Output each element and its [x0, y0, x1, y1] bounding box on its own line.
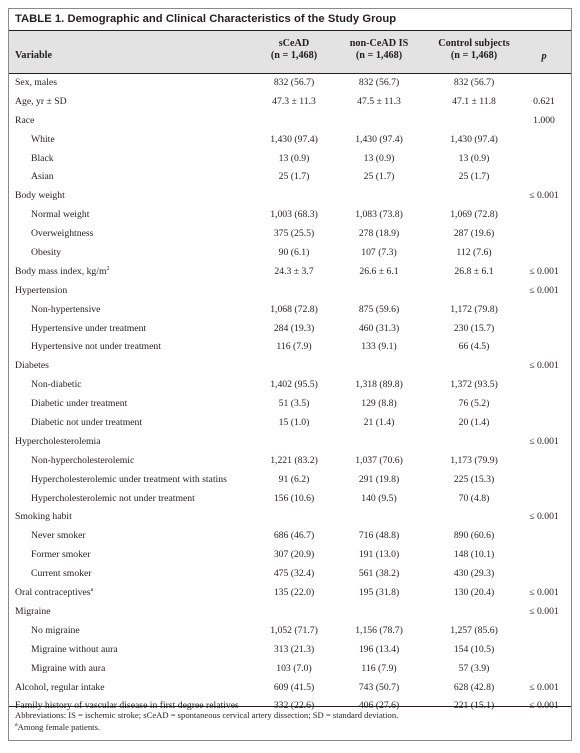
cell-noncead: 196 (13.4) [358, 643, 400, 655]
row-label: Current smoker [31, 568, 92, 580]
cell-control: 1,372 (93.5) [450, 379, 498, 391]
cell-noncead: 1,430 (97.4) [355, 133, 403, 145]
cell-noncead: 716 (48.8) [358, 530, 400, 542]
row-label: Non-hypertensive [31, 303, 101, 315]
cell-p-value: ≤ 0.001 [529, 360, 559, 372]
table-row [9, 263, 571, 282]
cell-p-value: 1.000 [533, 114, 555, 126]
cell-p-value: ≤ 0.001 [529, 700, 559, 712]
table-row [9, 679, 571, 698]
row-label: Non-hypercholesterolemic [31, 454, 135, 466]
table-row [9, 131, 571, 150]
cell-p-value: ≤ 0.001 [529, 605, 559, 617]
cell-p-value: ≤ 0.001 [529, 511, 559, 523]
cell-scead: 1,052 (71.7) [270, 624, 318, 636]
table-row [9, 433, 571, 452]
cell-noncead: 21 (1.4) [363, 417, 395, 429]
cell-control: 25 (1.7) [458, 171, 490, 183]
header-col2-name: non-CeAD IS [349, 38, 409, 49]
cell-noncead: 832 (56.7) [358, 77, 400, 88]
cell-control: 1,172 (79.8) [450, 303, 498, 315]
cell-p-value: ≤ 0.001 [529, 265, 559, 277]
cell-scead: 332 (22.6) [273, 700, 315, 712]
cell-scead: 313 (21.3) [273, 643, 315, 655]
table-frame [8, 8, 572, 741]
cell-scead: 90 (6.1) [278, 247, 310, 259]
table-row [9, 301, 571, 320]
row-label: White [31, 133, 55, 145]
row-label: Overweightness [31, 228, 94, 240]
cell-p-value: ≤ 0.001 [529, 587, 559, 599]
cell-noncead: 460 (31.3) [358, 322, 400, 334]
table-row [9, 93, 571, 112]
cell-scead: 686 (46.7) [273, 530, 315, 542]
cell-control: 890 (60.6) [453, 530, 495, 542]
cell-noncead: 107 (7.3) [361, 247, 397, 259]
cell-noncead: 26.6 ± 6.1 [359, 265, 399, 277]
table-title: TABLE 1. Demographic and Clinical Characteristics of the Study Group [15, 13, 397, 25]
cell-scead: 156 (10.6) [273, 492, 315, 504]
cell-control: 13 (0.9) [458, 152, 490, 164]
row-label: Obesity [31, 247, 62, 259]
table-row [9, 660, 571, 679]
cell-scead: 15 (1.0) [278, 417, 310, 429]
cell-control: 1,257 (85.6) [450, 624, 498, 636]
row-label: Race [15, 114, 35, 126]
header-col2-n: (n = 1,468) [355, 49, 403, 61]
row-label: Hypertensive not under treatment [31, 341, 161, 353]
table-row [9, 320, 571, 339]
cell-p-value: ≤ 0.001 [529, 284, 559, 296]
row-label: Normal weight [31, 209, 90, 221]
cell-p-value: ≤ 0.001 [529, 435, 559, 447]
row-label: Alcohol, regular intake [15, 681, 105, 693]
row-label: Never smoker [31, 530, 86, 542]
cell-p-value: 0.621 [533, 95, 555, 107]
table-row [9, 414, 571, 433]
cell-control: 47.1 ± 11.8 [452, 95, 496, 107]
cell-noncead: 1,037 (70.6) [355, 454, 403, 466]
cell-control: 628 (42.8) [453, 681, 495, 693]
table-row [9, 471, 571, 490]
header-variable: Variable [15, 50, 52, 61]
cell-scead: 47.3 ± 11.3 [272, 95, 316, 107]
cell-control: 26.8 ± 6.1 [454, 265, 494, 277]
row-label: Black [31, 152, 54, 164]
table-row [9, 641, 571, 660]
table-row [9, 490, 571, 509]
table-row [9, 603, 571, 622]
header-p-value: p [541, 51, 547, 62]
row-label: Diabetic not under treatment [31, 417, 143, 429]
cell-scead: 307 (20.9) [273, 549, 315, 561]
row-label: Body mass index, $kg/m^2$ [15, 265, 110, 277]
cell-noncead: 13 (0.9) [363, 152, 395, 164]
cell-noncead: 291 (19.8) [358, 473, 400, 485]
row-label: Hypertensive under treatment [31, 322, 147, 334]
header-col1-n: (n = 1,468) [270, 49, 318, 61]
table-row [9, 225, 571, 244]
footnote-marker: a [15, 722, 18, 729]
table-row [9, 376, 571, 395]
cell-noncead: 133 (9.1) [361, 341, 397, 353]
row-label: Body weight [15, 190, 65, 202]
cell-scead: 1,068 (72.8) [270, 303, 318, 315]
table-row [9, 338, 571, 357]
cell-p-value: ≤ 0.001 [529, 190, 559, 202]
cell-control: 221 (15.1) [453, 700, 495, 712]
table-row [9, 395, 571, 414]
header-col3-name: Control subjects [438, 38, 510, 49]
cell-scead: 103 (7.0) [276, 662, 312, 674]
cell-noncead: 743 (50.7) [358, 681, 400, 693]
cell-scead: 25 (1.7) [278, 171, 310, 183]
table-row [9, 565, 571, 584]
cell-control: 66 (4.5) [458, 341, 490, 353]
cell-scead: 475 (32.4) [273, 568, 315, 580]
row-label: Migraine [15, 605, 51, 617]
row-label: Hypercholesterolemic not under treatment [31, 492, 195, 504]
cell-control: 430 (29.3) [453, 568, 495, 580]
cell-p-value: ≤ 0.001 [529, 681, 559, 693]
cell-noncead: 406 (27.6) [358, 700, 400, 712]
cell-scead: 832 (56.7) [273, 77, 315, 88]
table-row [9, 74, 571, 93]
row-label: No migraine [31, 624, 80, 636]
cell-noncead: 191 (13.0) [358, 549, 400, 561]
table-row [9, 452, 571, 471]
cell-control: 225 (15.3) [453, 473, 495, 485]
table-row [9, 622, 571, 641]
table-row [9, 112, 571, 131]
row-label: Non-diabetic [31, 379, 82, 391]
cell-scead: 91 (6.2) [278, 473, 310, 485]
row-label: Oral contraceptives$^a$ [15, 586, 94, 599]
footer-divider [9, 706, 571, 707]
cell-control: 1,069 (72.8) [450, 209, 498, 221]
cell-noncead: 116 (7.9) [361, 662, 397, 674]
cell-scead: 135 (22.0) [273, 587, 315, 599]
table-row [9, 546, 571, 565]
cell-noncead: 561 (38.2) [358, 568, 400, 580]
table-row [9, 150, 571, 169]
table-row [9, 584, 571, 603]
cell-scead: 13 (0.9) [278, 152, 310, 164]
label-superscript: 2 [106, 265, 110, 272]
row-label: Age, yr ± SD [15, 95, 67, 107]
cell-noncead: 140 (9.5) [361, 492, 397, 504]
cell-control: 20 (1.4) [458, 417, 490, 429]
row-label: Hypertension [15, 284, 68, 296]
cell-control: 230 (15.7) [453, 322, 495, 334]
cell-scead: 375 (25.5) [273, 228, 315, 240]
cell-scead: 51 (3.5) [278, 398, 310, 410]
cell-control: 287 (19.6) [453, 228, 495, 240]
cell-noncead: 129 (8.8) [361, 398, 397, 410]
table-row [9, 357, 571, 376]
table-row [9, 508, 571, 527]
row-label: Former smoker [31, 549, 91, 561]
cell-noncead: 1,083 (73.8) [355, 209, 403, 221]
cell-scead: 1,430 (97.4) [270, 133, 318, 145]
table-row [9, 527, 571, 546]
table-body [9, 74, 571, 716]
cell-noncead: 25 (1.7) [363, 171, 395, 183]
cell-control: 1,430 (97.4) [450, 133, 498, 145]
cell-scead: 609 (41.5) [273, 681, 315, 693]
table-row [9, 206, 571, 225]
cell-control: 57 (3.9) [458, 662, 490, 674]
row-label: Smoking habit [15, 511, 72, 523]
row-label: Hypercholesterolemia [15, 435, 101, 447]
cell-scead: 1,402 (95.5) [270, 379, 318, 391]
cell-scead: 1,221 (83.2) [270, 454, 318, 466]
cell-noncead: 875 (59.6) [358, 303, 400, 315]
cell-control: 76 (5.2) [458, 398, 490, 410]
row-label: Hypercholesterolemic under treatment with statins [31, 473, 227, 485]
cell-control: 154 (10.5) [453, 643, 495, 655]
header-col1-name: sCeAD [278, 38, 310, 49]
row-label: Migraine with aura [31, 662, 106, 674]
cell-noncead: 1,318 (89.8) [355, 379, 403, 391]
row-label: Diabetes [15, 360, 49, 372]
cell-noncead: 278 (18.9) [358, 228, 400, 240]
cell-noncead: 195 (31.8) [358, 587, 400, 599]
row-label: Diabetic under treatment [31, 398, 128, 410]
cell-control: 112 (7.6) [456, 247, 492, 259]
table-row [9, 187, 571, 206]
cell-control: 70 (4.8) [458, 492, 490, 504]
footnote-female [15, 722, 100, 733]
table-row [9, 282, 571, 301]
cell-control: 148 (10.1) [453, 549, 495, 561]
footnote-text: Among female patients. [17, 722, 101, 732]
cell-scead: 1,003 (68.3) [270, 209, 318, 221]
table-row [9, 244, 571, 263]
row-label: Sex, males [15, 77, 57, 88]
table-row [9, 168, 571, 187]
table-header [9, 31, 571, 74]
row-label: Migraine without aura [31, 643, 118, 655]
header-col3-n: (n = 1,468) [450, 49, 498, 61]
header-controls [414, 38, 534, 61]
cell-control: 1,173 (79.9) [450, 454, 498, 466]
cell-scead: 284 (19.3) [273, 322, 315, 334]
cell-control: 832 (56.7) [453, 77, 495, 88]
cell-noncead: 1,156 (78.7) [355, 624, 403, 636]
row-label: Family history of vascular disease in first degree relatives [15, 700, 239, 712]
cell-scead: 24.3 ± 3.7 [274, 265, 314, 277]
cell-scead: 116 (7.9) [276, 341, 312, 353]
cell-noncead: 47.5 ± 11.3 [357, 95, 401, 107]
footnote-abbreviations: Abbreviations: IS = ischemic stroke; sCeAD = spontaneous cervical artery dissection; SD = standard deviation. [15, 710, 399, 720]
cell-control: 130 (20.4) [453, 587, 495, 599]
row-label: Asian [31, 171, 54, 183]
label-superscript: a [90, 586, 94, 593]
